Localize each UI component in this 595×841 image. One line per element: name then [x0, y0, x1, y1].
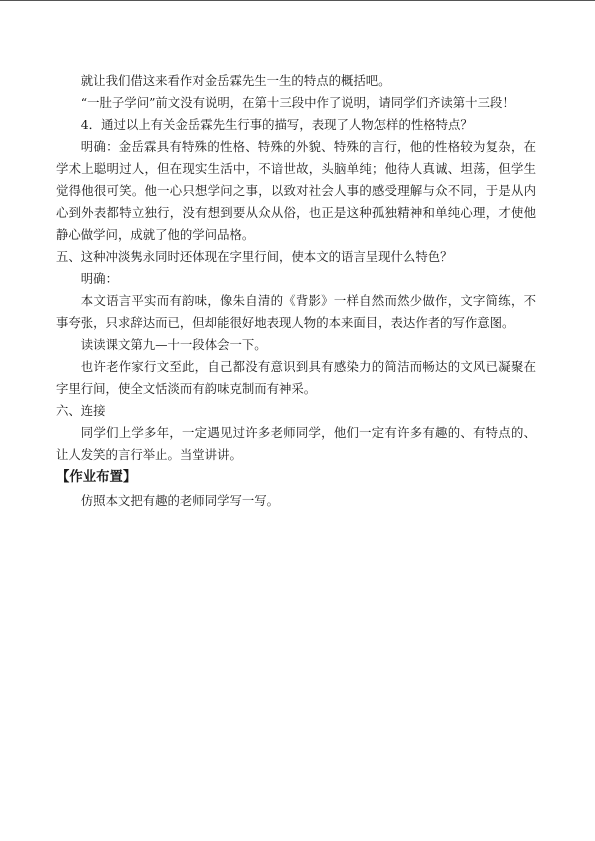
- reading-instruction: 读读课文第九—十一段体会一下。: [80, 337, 267, 352]
- paragraph-summary-intro: 就让我们借这来看作对金岳霖先生一生的特点的概括吧。: [80, 73, 391, 88]
- style-commentary: 也许老作家行文至此，自己都没有意识到具有感染力的简洁而畅达的文风已凝聚在字里行间，使全文恬淡而有韵味克制而有神采。: [56, 359, 536, 396]
- question-4: 4．通过以上有关金岳霖先生行事的描写，表现了人物怎样的性格特点？: [80, 117, 473, 132]
- answer-5-text: 本文语言平实而有韵味，像朱自清的《背影》一样自然而然少做作，文字简练，不事夸张，只求辞达而已，但却能很好地表现人物的本来面目，表达作者的写作意图。: [56, 293, 536, 330]
- header-rule: [0, 0, 595, 1]
- answer-5-label: 明确：: [80, 271, 118, 286]
- homework-text: 仿照本文把有趣的老师同学写一写。: [80, 493, 280, 508]
- answer-4: 明确：金岳霖具有特殊的性格、特殊的外貌、特殊的言行，他的性格较为复杂，在学术上聪明过人，但在现实生活中，不谙世故，头脑单纯；他待人真诚、坦荡，但学生觉得他很可笑。他一心只想学问之事，以致对社会人事的感受理解与众不同，于是从内心到外表都特立独行，没有想到要从众从俗，也正是这种孤独精神和单纯心理，才使他静心做学问，成就了他的学问品格。: [56, 139, 536, 242]
- section-6-heading: 六、连接: [56, 403, 106, 418]
- section-6-text: 同学们上学多年，一定遇见过许多老师同学，他们一定有许多有趣的、有特点的、让人发笑的言行举止。当堂讲讲。: [56, 425, 536, 462]
- paragraph-erudition-note: “一肚子学问”前文没有说明，在第十三段中作了说明，请同学们齐读第十三段！: [80, 95, 515, 110]
- homework-heading: 【作业布置】: [56, 470, 137, 485]
- document-body: [56, 70, 536, 512]
- section-5-heading: 五、这种冲淡隽永同时还体现在字里行间，使本文的语言呈现什么特色？: [56, 249, 453, 264]
